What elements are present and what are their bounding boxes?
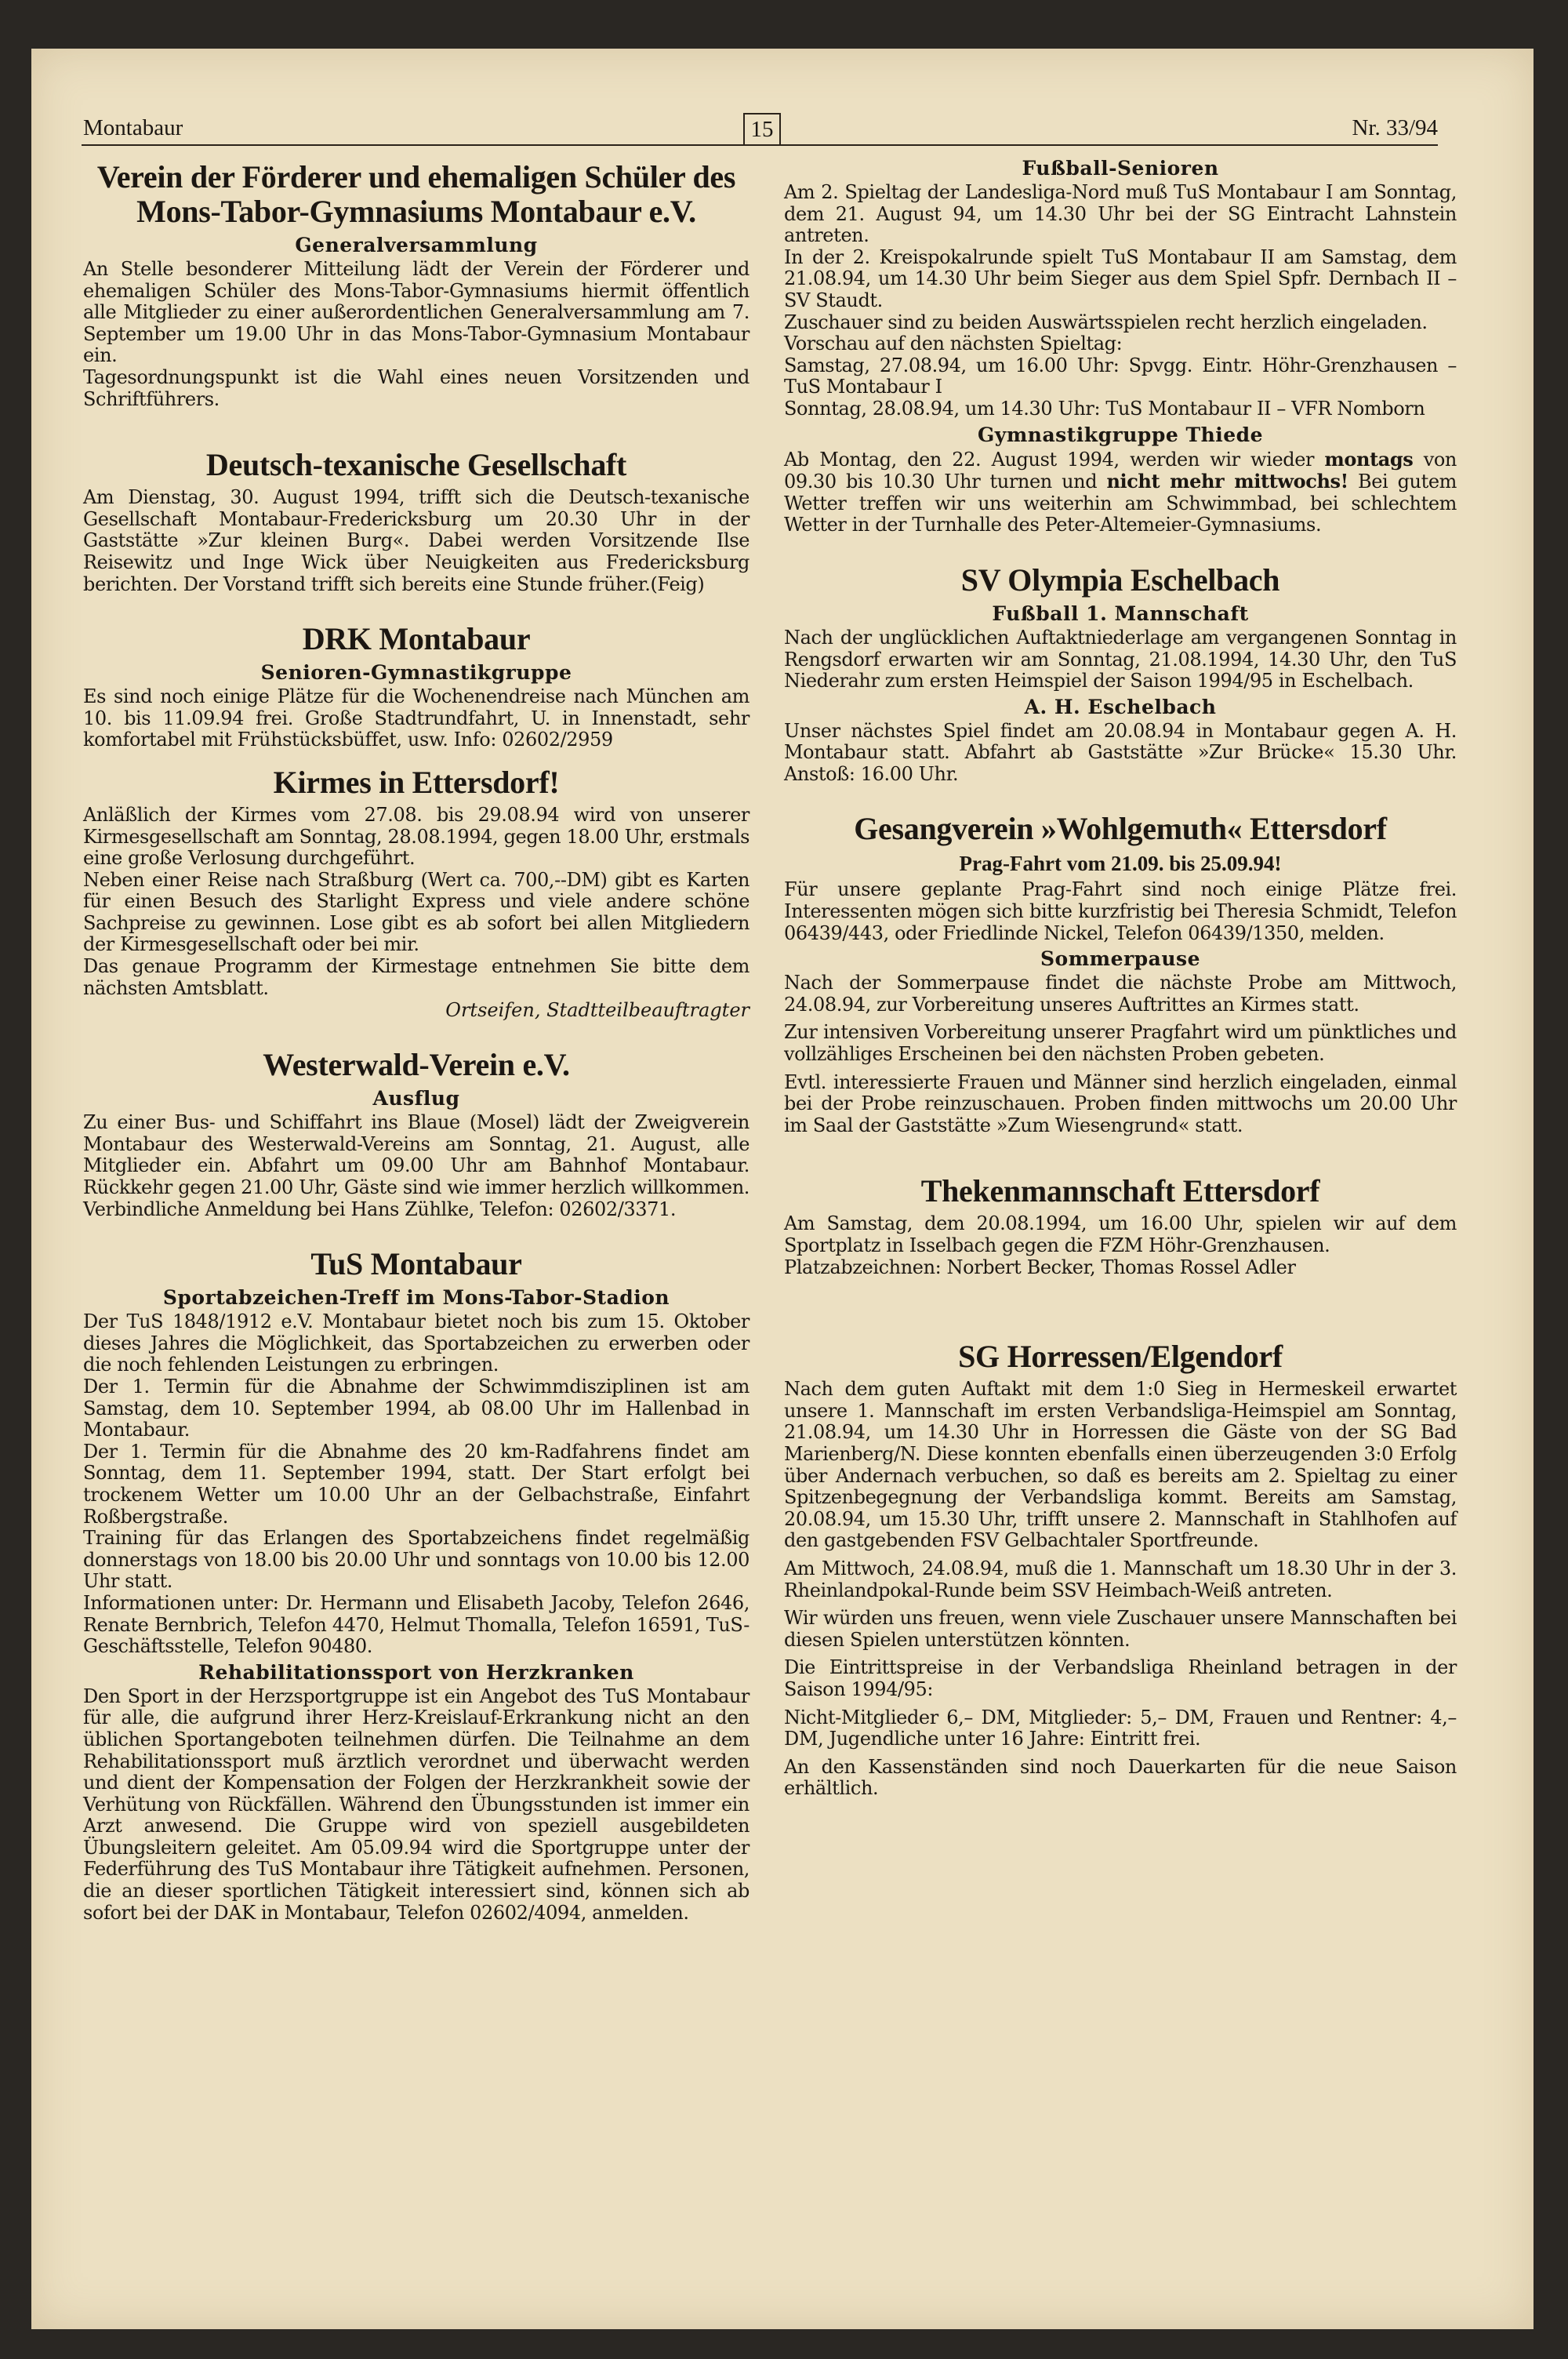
horressen-body-pokal: Am Mittwoch, 24.08.94, muß die 1. Mannschaft um 18.30 Uhr in der 3. Rheinlandpokal-Runde beim SSV Heimbach-Weiß antreten. [784,1557,1457,1601]
header-town: Montabaur [83,115,183,140]
tus-subtitle-reha: Rehabilitationssport von Herzkranken [198,1660,634,1684]
olympia-title: SV Olympia Eschelbach [960,562,1280,598]
horressen-body-tarife: Nicht-Mitglieder 6,– DM, Mitglieder: 5,– DM, Frauen und Rentner: 4,– DM, Jugendliche unter 16 Jahre: Eintritt frei. [784,1706,1457,1750]
tus-body: Der TuS 1848/1912 e.V. Montabaur bietet noch bis zum 15. Oktober dieses Jahres die Möglichkeit, das Sportabzeichen zu erwerben oder die noch fehlenden Leistungen zu erbringen. Der 1. Termin für die Abnahme der Schwimmdisziplinen ist am Samstag, dem 10. September 1994, ab 08.00 Uhr im Hallenbad in Montabaur. Der 1. Termin für die Abnahme des 20 km-Radfahrens findet am Sonntag, dem 11. September 1994, statt. Der Start erfolgt bei trockenem Wetter um 10.00 Uhr an der Gelbachstraße, Einfahrt Roßbergstraße. Training für das Erlangen des Sportabzeichens findet regelmäßig donnerstags von 18.00 bis 20.00 Uhr und sonntags von 10.00 bis 12.00 Uhr statt. Informationen unter: Dr. Hermann und Elisabeth Jacoby, Telefon 2646, Renate Bernbrich, Telefon 4470, Helmut Thomalla, Telefon 16591, TuS-Geschäftsstelle, Telefon 90480. [83,1310,750,1658]
texanisch-body: Am Dienstag, 30. August 1994, trifft sich die Deutsch-texanische Gesellschaft Montabaur-Fredericksburg um 20.30 Uhr in der Gaststätte »Zur kleinen Burg«. Dabei werden Vorsitzende Ilse Reisewitz und Inge Wick über Neuigkeiten aus Fredericksburg berichten. Der Vorstand trifft sich bereits eine Stunde früher.(Feig) [83,486,750,595]
fussball-senioren-body: Am 2. Spieltag der Landesliga-Nord muß TuS Montabaur I am Sonntag, dem 21. August 94, um 14.30 Uhr bei der SG Eintracht Lahnstein antreten. In der 2. Kreispokalrunde spielt TuS Montabaur II am Samstag, dem 21.08.94, um 14.30 Uhr beim Sieger aus dem Spiel Spfr. Dernbach II – SV Staudt. Zuschauer sind zu beiden Auswärtsspielen recht herzlich eingeladen. Vorschau auf den nächsten Spieltag: Samstag, 27.08.94, um 16.00 Uhr: Spvgg. Eintr. Höhr-Grenzhausen – TuS Montabaur I Sonntag, 28.08.94, um 14.30 Uhr: TuS Montabaur II – VFR Nomborn [784,181,1457,420]
horressen-body: Nach dem guten Auftakt mit dem 1:0 Sieg in Hermeskeil erwartet unsere 1. Mannschaft im ersten Verbandsliga-Heimspiel am Sonntag, 21.08.94, um 14.30 Uhr in Horressen die Gäste von der SG Bad Marienberg/N. Diese konnten ebenfalls einen überzeugenden 3:0 Erfolg über Andernach verbuchen, so daß es bereits am 2. Spieltag zu einer Spitzenbegegnung der Verbandsliga kommt. Bereits am Samstag, 20.08.94, um 15.30 Uhr, trifft unsere 2. Mannschaft in Stahlhofen auf den gastgebenden FSV Gelbachtaler Sportfreunde. [784,1378,1457,1552]
tus-body-reha: Den Sport in der Herzsportgruppe ist ein Angebot des TuS Montabaur für alle, die aufgrund ihrer Herz-Kreislauf-Erkrankung nicht an den üblichen Sportangeboten teilnehmen dürfen. Die Teilnahme an dem Rehabilitationssport muß ärztlich verordnet und überwacht werden und dient der Kompensation der Folgen der Herzkrankheit sowie der Verhütung von Rückfällen. Während den Übungsstunden ist immer ein Arzt anwesend. Die Gruppe wird von speziell ausgebildeten Übungsleitern geleitet. Am 05.09.94 wird die Sportgruppe unter der Federführung des TuS Montabaur ihre Tätigkeit aufnehmen. Personen, die an dieser sportlichen Tätigkeit interessiert sind, können sich ab sofort bei der DAK in Montabaur, Telefon 02602/4094, anmelden. [83,1685,750,1924]
foerderverein-body: An Stelle besonderer Mitteilung lädt der Verein der Förderer und ehemaligen Schüler des Mons-Tabor-Gymnasiums hiermit öffentlich alle Mitglieder zu einer außerordentlichen Generalversammlung am 7. September um 19.00 Uhr in das Mons-Tabor-Gymnasium Montabaur ein. Tagesordnungspunkt ist die Wahl eines neuen Vorsitzenden und Schriftführers. [83,258,750,410]
left-column [83,154,750,1924]
horressen-body-dauerkarten: An den Kassenständen sind noch Dauerkarten für die neue Saison erhältlich. [784,1755,1457,1800]
horressen-title: SG Horressen/Elgendorf [958,1339,1283,1375]
page-number: 15 [743,113,781,146]
drk-subtitle: Senioren-Gymnastikgruppe [260,661,572,685]
gesangverein-body: Für unsere geplante Prag-Fahrt sind noch einige Plätze frei. Interessenten mögen sich bitte kurzfristig bei Theresia Schmidt, Telefon 06439/443, oder Friedlinde Nickel, Telefon 06439/1350, melden. [784,878,1457,944]
olympia-body-ah: Unser nächstes Spiel findet am 20.08.94 in Montabaur gegen A. H. Montabaur statt. Abfahrt ab Gaststätte »Zur Brücke« 15.30 Uhr. Anstoß: 16.00 Uhr. [784,719,1457,785]
kirmes-body: Anläßlich der Kirmes vom 27.08. bis 29.08.94 wird von unserer Kirmesgesellschaft am Sonntag, 28.08.1994, gegen 18.00 Uhr, erstmals eine große Verlosung durchgeführt. Neben einer Reise nach Straßburg (Wert ca. 700,--DM) gibt es Karten für einen Besuch des Starlight Express und viele andere schöne Sachpreise zu gewinnen. Lose gibt es ab sofort bei allen Mitgliedern der Kirmesgesellschaft oder bei mir. Das genaue Programm der Kirmestage entnehmen Sie bitte dem nächsten Amtsblatt. [83,803,750,999]
gesangverein-body-sommer: Nach der Sommerpause findet die nächste Probe am Mittwoch, 24.08.94, zur Vorbereitung unseres Auftrittes an Kirmes statt. [784,972,1457,1016]
horressen-body-zuschauer: Wir würden uns freuen, wenn viele Zuschauer unsere Mannschaften bei diesen Spielen unterstützen könnten. [784,1607,1457,1651]
olympia-body: Nach der unglücklichen Auftaktniederlage am vergangenen Sonntag in Rengsdorf erwarten wir am Sonntag, 21.08.1994, 14.30 Uhr, den TuS Niederahr zum ersten Heimspiel der Saison 1994/95 in Eschelbach. [784,626,1457,692]
olympia-subtitle: Fußball 1. Mannschaft [992,602,1249,625]
issue-number: Nr. 33/94 [1352,115,1438,140]
westerwald-body: Zu einer Bus- und Schiffahrt ins Blaue (Mosel) lädt der Zweigverein Montabaur des Westerwald-Vereins am Sonntag, 21. August, alle Mitglieder ein. Abfahrt um 09.00 Uhr am Bahnhof Montabaur. Rückkehr gegen 21.00 Uhr, Gäste sind wie immer herzlich willkommen. Verbindliche Anmeldung bei Hans Zühlke, Telefon: 02602/3371. [83,1111,750,1220]
right-column [784,154,1457,1800]
westerwald-subtitle: Ausflug [372,1087,460,1110]
theken-title: Thekenmannschaft Ettersdorf [920,1173,1320,1209]
fussball-senioren-subtitle: Fußball-Senioren [1022,157,1219,180]
foerderverein-title: Verein der Förderer und ehemaligen Schüler des Mons-Tabor-Gymnasiums Montabaur e.V. [96,159,736,229]
gesangverein-body-prag: Zur intensiven Vorbereitung unserer Pragfahrt wird um pünktliches und vollzähliges Erscheinen bei den nächsten Proben gebeten. [784,1021,1457,1066]
gesangverein-title: Gesangverein »Wohlgemuth« Ettersdorf [854,811,1387,847]
gymnastik-montags: montags [1324,447,1414,471]
gesangverein-subtitle-sommer: Sommerpause [1040,947,1201,971]
gesangverein-subtitle: Prag-Fahrt vom 21.09. bis 25.09.94! [959,852,1282,876]
westerwald-title: Westerwald-Verein e.V. [263,1047,570,1083]
tus-title: TuS Montabaur [310,1246,522,1282]
gymnastik-subtitle: Gymnastikgruppe Thiede [977,423,1264,446]
texanisch-title: Deutsch-texanische Gesellschaft [205,447,627,483]
olympia-subtitle-ah: A. H. Eschelbach [1024,695,1217,718]
gymnastik-body: Ab Montag, den 22. August 1994, werden wir wieder montags von 09.30 bis 10.30 Uhr turnen und nicht mehr mittwochs! Bei gutem Wetter treffen wir uns weiterhin am Schwimmbad, bei schlechtem Wetter in der Turnhalle des Peter-Altemeier-Gymnasiums. [784,447,1457,536]
theken-body: Am Samstag, dem 20.08.1994, um 16.00 Uhr, spielen wir auf dem Sportplatz in Isselbach gegen die FZM Höhr-Grenzhausen. Platzabzeichnen: Norbert Becker, Thomas Rossel Adler [784,1212,1457,1278]
page-header [82,110,1438,146]
horressen-body-preise: Die Eintrittspreise in der Verbandsliga Rheinland betragen in der Saison 1994/95: [784,1656,1457,1700]
gymnastik-nicht-mittwochs: nicht mehr mittwochs! [1106,470,1348,493]
drk-body: Es sind noch einige Plätze für die Wochenendreise nach München am 10. bis 11.09.94 frei. Große Stadtrundfahrt, U. in Innenstadt, sehr komfortabel mit Frühstücksbüffet, usw. Info: 02602/2959 [83,685,750,751]
foerderverein-subtitle: Generalversammlung [295,234,538,256]
drk-title: DRK Montabaur [302,621,531,657]
tus-subtitle: Sportabzeichen-Treff im Mons-Tabor-Stadion [162,1286,670,1310]
kirmes-signature: Ortseifen, Stadtteilbeauftragter [445,999,750,1022]
gesangverein-body-einladung: Evtl. interessierte Frauen und Männer sind herzlich eingeladen, einmal bei der Probe reinzuschauen. Proben finden mittwochs um 20.00 Uhr im Saal der Gaststätte »Zum Wiesengrund« statt. [784,1070,1457,1136]
kirmes-title: Kirmes in Ettersdorf! [273,764,560,800]
